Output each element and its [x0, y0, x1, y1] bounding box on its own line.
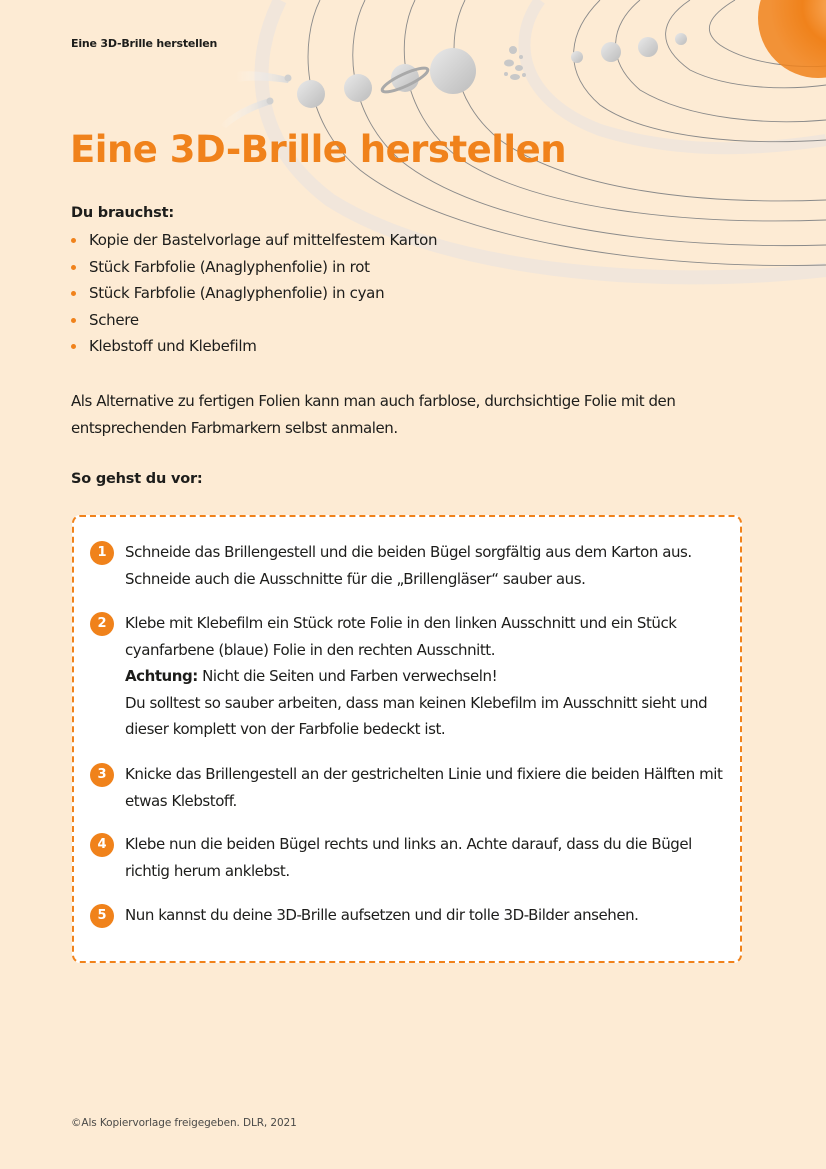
sun-icon	[758, 0, 826, 78]
list-item-text: Stück Farbfolie (Anaglyphenfolie) in rot	[89, 257, 370, 276]
step-number-badge: 4	[90, 833, 114, 857]
step-number-badge: 2	[90, 612, 114, 636]
step-text: Klebe mit Klebefilm ein Stück rote Folie in den linken Ausschnitt und ein Stück cyanfarbene (blaue) Folie in den rechten Ausschnitt.	[125, 614, 677, 659]
alternative-paragraph: Als Alternative zu fertigen Folien kann man auch farblose, durchsichtige Folie mit den entsprechenden Farbmarkern selbst anmalen.	[71, 392, 676, 437]
bullet-icon	[71, 344, 76, 349]
bullet-icon	[71, 265, 76, 270]
planet-icon	[638, 37, 658, 57]
step-warning	[125, 663, 730, 690]
step-1	[90, 539, 730, 592]
step-text: Knicke das Brillengestell an der gestrichelten Linie und fixiere die beiden Hälften mit etwas Klebstoff.	[125, 765, 723, 810]
materials-heading: Du brauchst:	[71, 205, 174, 221]
materials-section	[71, 205, 771, 360]
list-item-text: Stück Farbfolie (Anaglyphenfolie) in cyan	[89, 284, 385, 302]
step-text: Klebe nun die beiden Bügel rechts und links an. Achte darauf, dass du die Bügel richtig herum anklebst.	[125, 835, 692, 880]
list-item	[71, 227, 771, 254]
list-item	[71, 307, 771, 334]
step-5	[90, 902, 730, 929]
bullet-icon	[71, 318, 76, 323]
list-item-text: Klebstoff und Klebefilm	[89, 337, 257, 355]
materials-list	[71, 227, 771, 360]
step-4	[90, 831, 730, 884]
step-2	[90, 610, 730, 743]
planet-icon	[430, 48, 476, 94]
planet-icon	[344, 74, 372, 102]
copyright-footer: ©Als Kopiervorlage freigegeben. DLR, 2021	[71, 1117, 297, 1129]
warning-text: Nicht die Seiten und Farben verwechseln!	[197, 667, 498, 685]
step-extra-text: Du solltest so sauber arbeiten, dass man keinen Klebefilm im Ausschnitt sieht und dieser komplett von der Farbfolie bedeckt ist.	[125, 693, 708, 738]
step-number-badge: 5	[90, 904, 114, 928]
list-item-text: Schere	[89, 310, 139, 329]
planet-icon	[675, 33, 687, 45]
planet-icon	[571, 51, 583, 63]
list-item-text: Kopie der Bastelvorlage auf mittelfestem Karton	[89, 231, 438, 249]
list-item	[71, 254, 771, 281]
warning-label: Achtung:	[125, 667, 198, 685]
bullet-icon	[71, 238, 76, 243]
steps-box	[72, 515, 742, 963]
step-text: Nun kannst du deine 3D-Brille aufsetzen und dir tolle 3D-Bilder ansehen.	[125, 906, 639, 924]
bullet-icon	[71, 291, 76, 296]
page-title: Eine 3D-Brille herstellen	[70, 128, 567, 171]
running-header: Eine 3D-Brille herstellen	[71, 37, 218, 50]
planet-icon	[297, 80, 325, 108]
steps-heading: So gehst du vor:	[71, 471, 203, 487]
planet-icon	[601, 42, 621, 62]
list-item	[71, 333, 771, 360]
list-item	[71, 280, 771, 307]
step-number-badge: 3	[90, 763, 114, 787]
step-3	[90, 761, 730, 814]
comet-icon	[267, 98, 274, 105]
step-number-badge: 1	[90, 541, 114, 565]
step-text: Schneide das Brillengestell und die beiden Bügel sorgfältig aus dem Karton aus. Schneide auch die Ausschnitte für die „Brillengläser“ sauber aus.	[125, 543, 692, 588]
comet-icon	[285, 75, 292, 82]
